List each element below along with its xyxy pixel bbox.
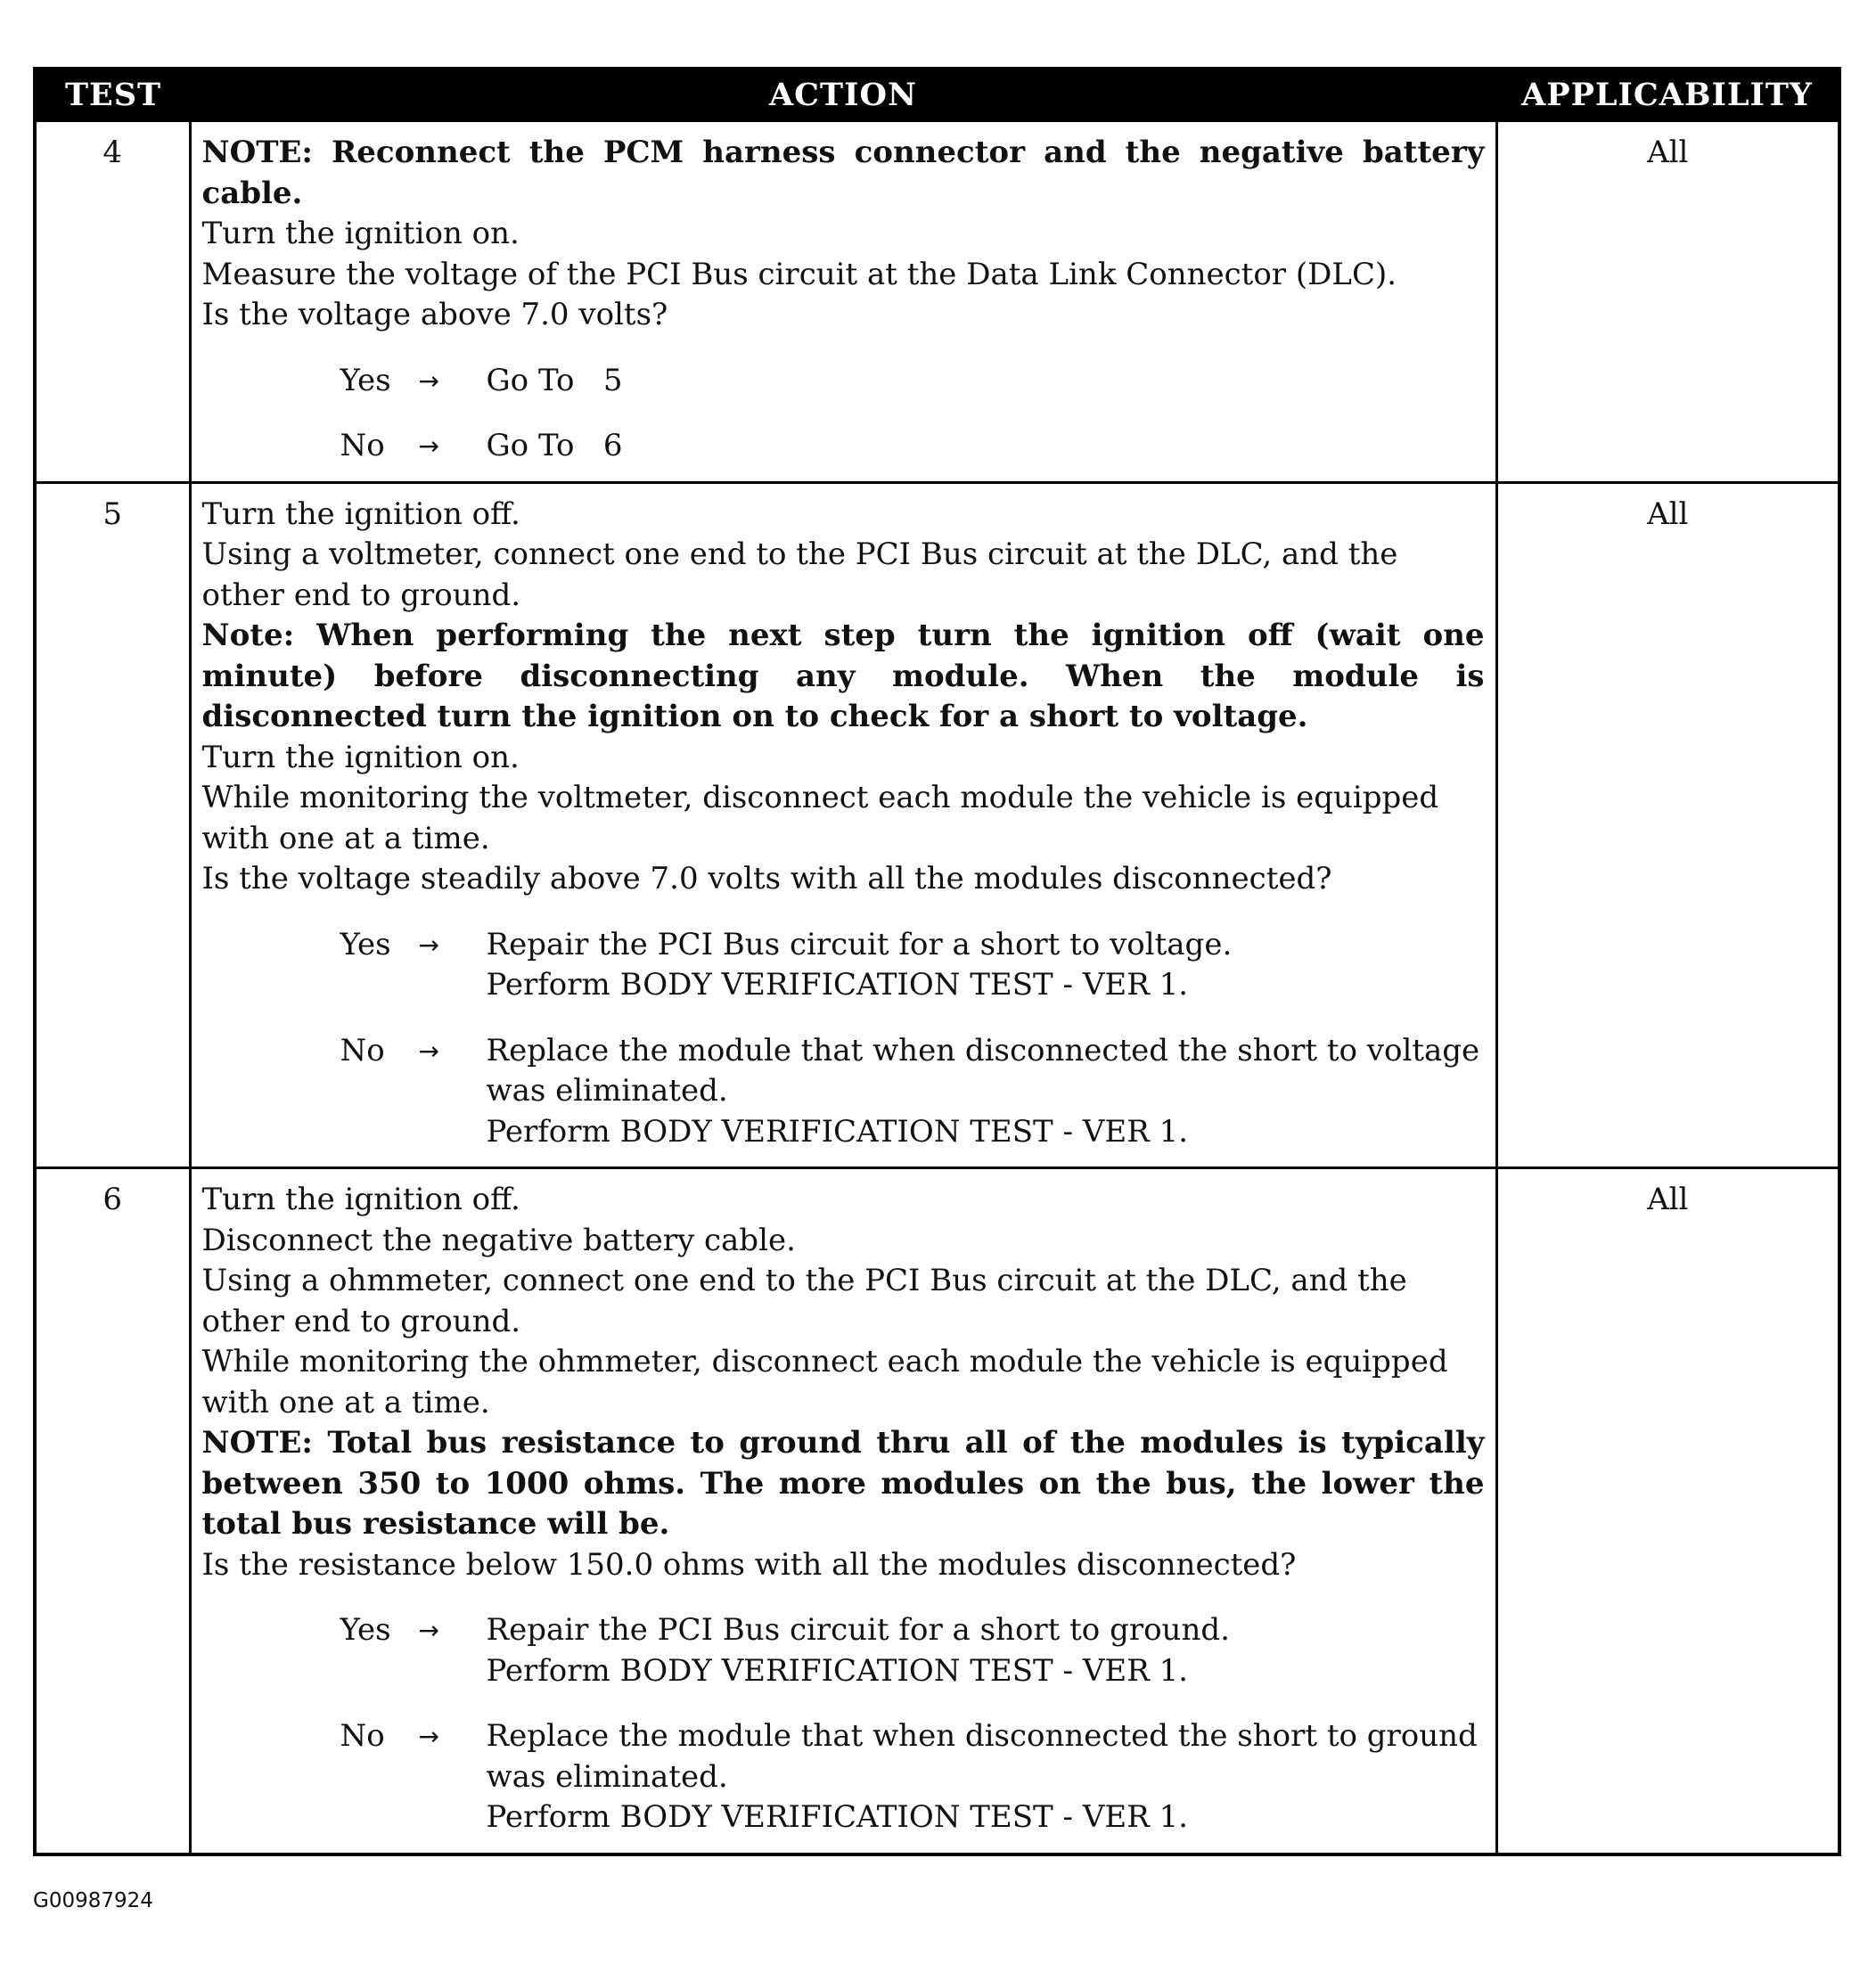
action-note: NOTE: Reconnect the PCM harness connector and the negative battery cable.	[201, 135, 1485, 211]
outcome-label: No	[340, 428, 385, 463]
outcome-line: Perform BODY VERIFICATION TEST - VER 1.	[486, 1113, 1189, 1150]
action-step: Is the resistance below 150.0 ohms with all the modules disconnected?	[201, 1546, 1297, 1583]
right-arrow-icon: →	[418, 1036, 439, 1066]
outcome-text	[487, 1610, 1485, 1691]
outcome-yes	[340, 361, 1485, 402]
test-number: 5	[35, 482, 190, 1168]
applicability-value: All	[1496, 121, 1839, 483]
action-step: While monitoring the ohmmeter, disconnect each module the vehicle is equipped with one at a time.	[201, 1344, 1448, 1420]
outcome-line: Perform BODY VERIFICATION TEST - VER 1.	[486, 1799, 1189, 1835]
action-cell	[190, 121, 1496, 483]
right-arrow-icon: →	[418, 1616, 439, 1645]
outcome-no	[340, 426, 1485, 467]
action-step: While monitoring the voltmeter, disconnect each module the vehicle is equipped with one at a time.	[201, 780, 1439, 856]
outcome-text	[487, 925, 1485, 1006]
table-row	[35, 482, 1839, 1168]
outcome-no	[340, 1716, 1485, 1838]
right-arrow-icon: →	[418, 1722, 439, 1751]
outcome-text	[487, 426, 1485, 467]
table-row	[35, 121, 1839, 483]
outcome-no	[340, 1031, 1489, 1153]
action-cell	[190, 482, 1496, 1168]
outcome-line: Replace the module that when disconnected the short to voltage was eliminated.	[486, 1032, 1489, 1109]
right-arrow-icon: →	[418, 929, 439, 960]
right-arrow-icon: →	[418, 365, 439, 396]
outcome-line: Replace the module that when disconnected the short to ground was eliminated.	[486, 1718, 1487, 1795]
diagnostic-test-table	[33, 67, 1841, 1856]
action-step: Turn the ignition off.	[201, 1182, 520, 1217]
action-step: Using a ohmmeter, connect one end to the PCI Bus circuit at the DLC, and the other end to ground.	[201, 1263, 1407, 1339]
applicability-value: All	[1496, 482, 1839, 1168]
outcome-text	[487, 361, 1485, 402]
figure-id: G00987924	[33, 1889, 153, 1912]
outcome-text	[487, 1716, 1485, 1838]
table-header-row	[35, 69, 1839, 121]
right-arrow-icon: →	[418, 431, 439, 461]
action-cell	[190, 1168, 1496, 1854]
diagnostic-table-container	[33, 67, 1838, 1856]
table-body	[35, 121, 1839, 1854]
outcome-label: No	[340, 1718, 385, 1754]
table-row	[35, 1168, 1839, 1854]
action-note: Note: When performing the next step turn the ignition off (wait one minute) before disconnecting any module. When the module is disconnected turn the ignition on to check for a short to voltage.	[201, 618, 1485, 734]
action-note: NOTE: Total bus resistance to ground thru all of the modules is typically between 350 to 1000 ohms. The more modules on the bus, the lower the total bus resistance will be.	[201, 1425, 1485, 1542]
action-step: Disconnect the negative battery cable.	[201, 1222, 796, 1258]
outcome-line: Perform BODY VERIFICATION TEST - VER 1.	[486, 1652, 1189, 1689]
test-number: 4	[35, 121, 190, 483]
outcome-yes	[340, 1610, 1485, 1691]
action-step: Measure the voltage of the PCI Bus circuit at the Data Link Connector (DLC).	[201, 256, 1397, 292]
header-action: ACTION	[190, 69, 1496, 121]
action-step: Turn the ignition off.	[201, 495, 520, 532]
outcome-label: Yes	[340, 362, 391, 398]
outcome-label: Yes	[340, 926, 391, 962]
header-test: TEST	[35, 69, 190, 121]
test-number: 6	[35, 1168, 190, 1854]
outcome-line: Repair the PCI Bus circuit for a short to ground.	[486, 1612, 1230, 1648]
action-step: Is the voltage steadily above 7.0 volts with all the modules disconnected?	[201, 861, 1332, 896]
action-step: Using a voltmeter, connect one end to the PCI Bus circuit at the DLC, and the other end to ground.	[201, 536, 1398, 613]
outcome-line: Go To 5	[486, 362, 623, 398]
action-step: Turn the ignition on.	[201, 216, 520, 251]
outcome-yes	[340, 925, 1485, 1006]
outcome-text	[486, 1031, 1489, 1153]
outcome-line: Repair the PCI Bus circuit for a short to voltage.	[486, 926, 1233, 962]
action-step: Turn the ignition on.	[201, 739, 520, 775]
outcome-line: Go To 6	[486, 428, 623, 463]
outcome-line: Perform BODY VERIFICATION TEST - VER 1.	[486, 967, 1189, 1003]
action-step: Is the voltage above 7.0 volts?	[201, 297, 668, 332]
header-applicability: APPLICABILITY	[1496, 69, 1839, 121]
applicability-value: All	[1496, 1168, 1839, 1854]
outcome-label: Yes	[340, 1612, 391, 1648]
outcome-label: No	[340, 1032, 385, 1068]
